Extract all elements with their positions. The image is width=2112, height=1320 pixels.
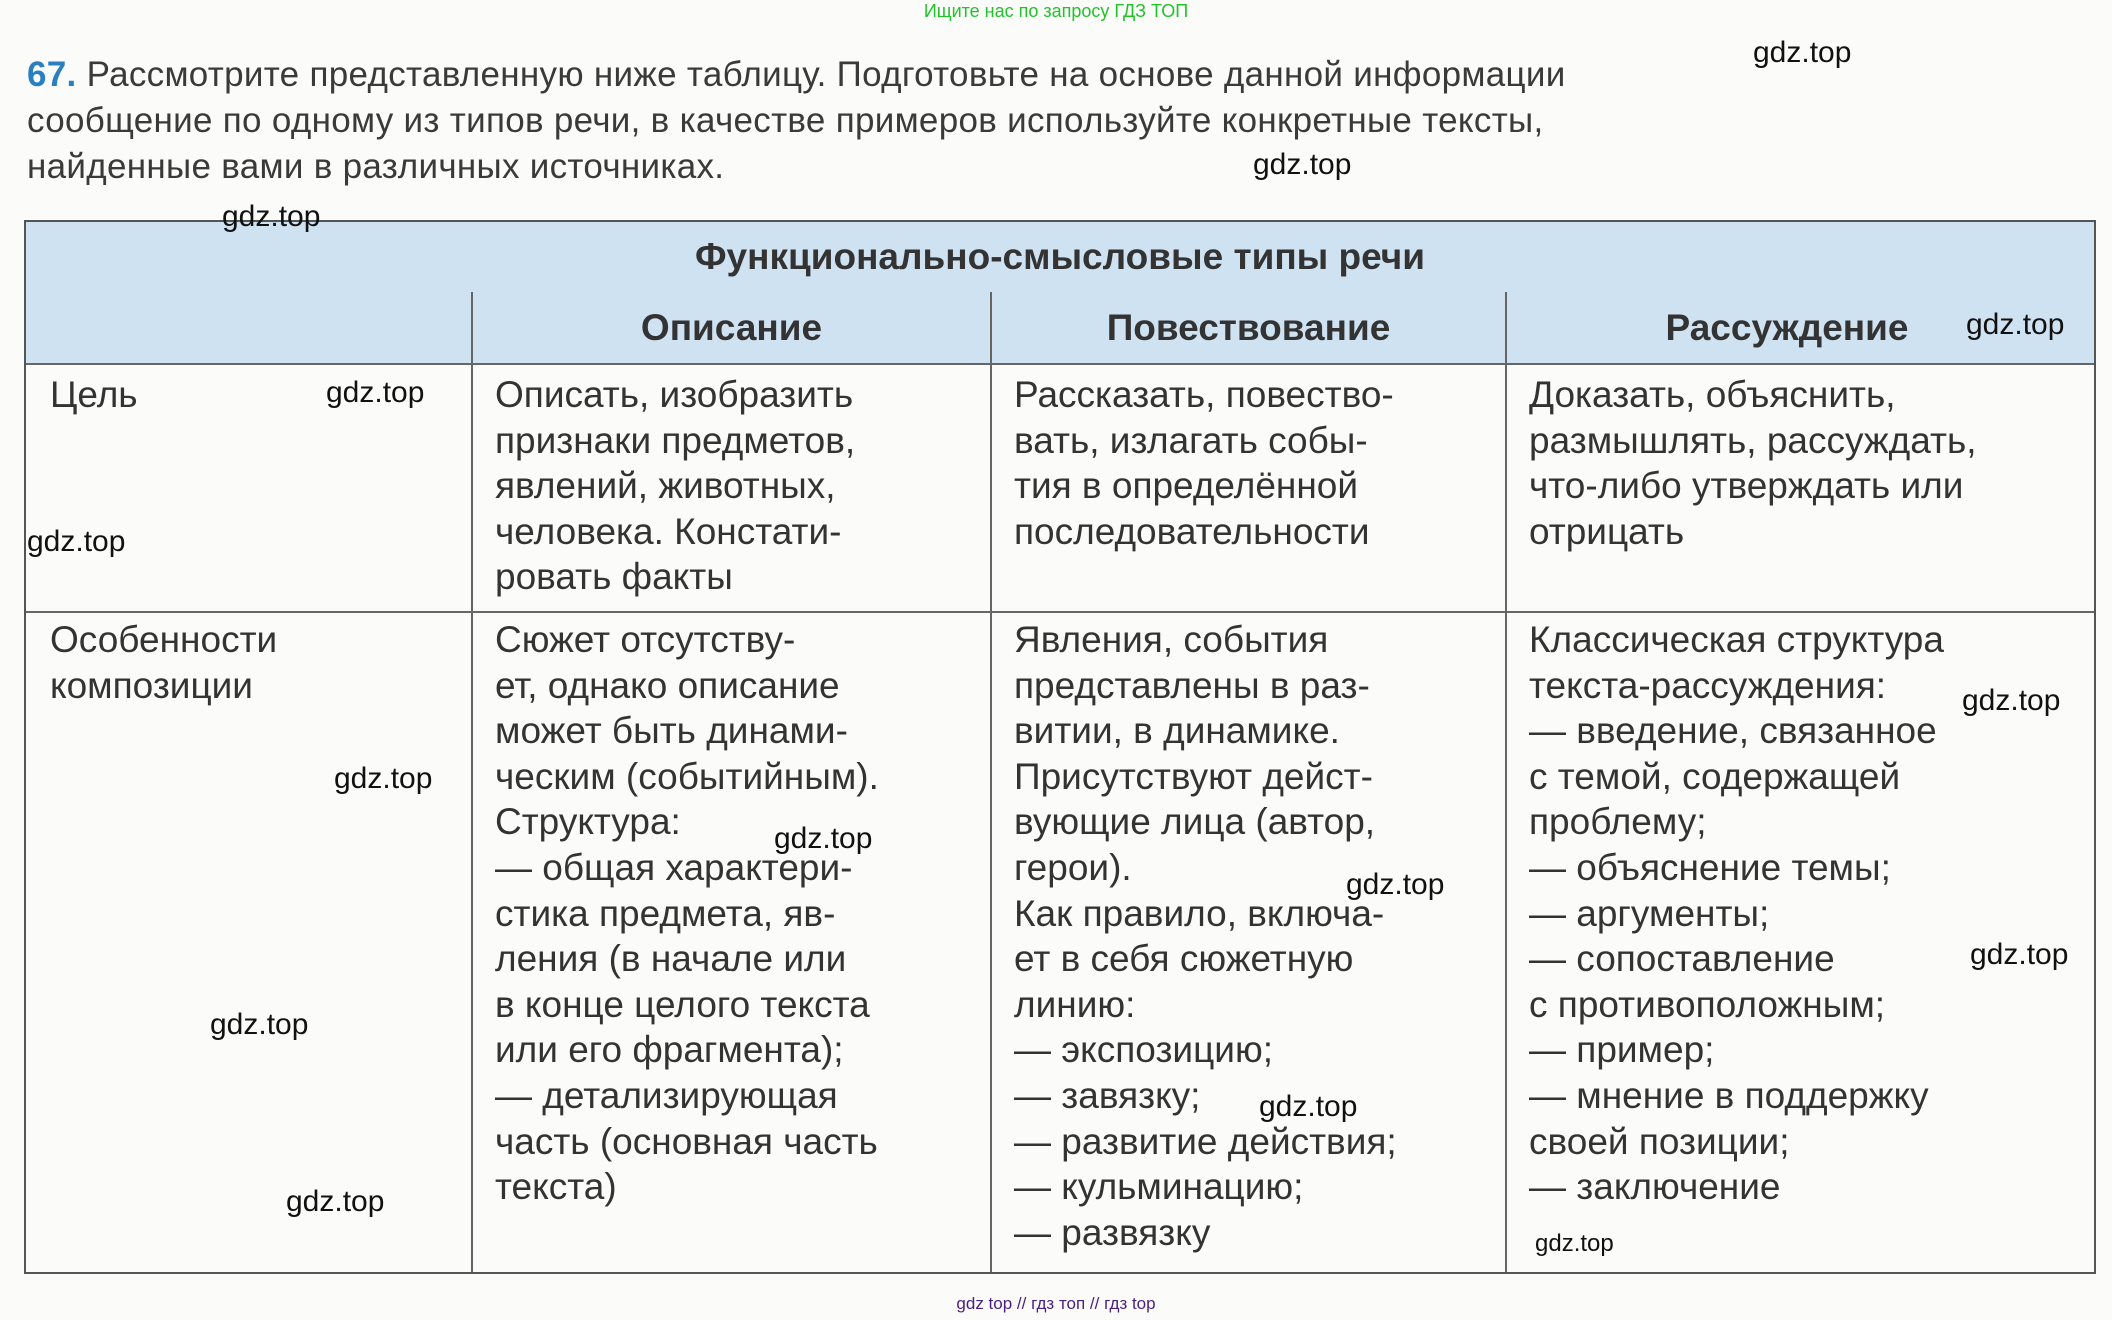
- table-title: Функционально-смысловые типы речи: [26, 222, 2094, 294]
- cell-line: — пример;: [1529, 1029, 1715, 1071]
- watermark: gdz.top: [334, 762, 433, 795]
- cell-line: Доказать, объяснить,: [1529, 374, 1896, 415]
- cell-line: признаки предметов,: [495, 419, 856, 461]
- cell-line: — заключение: [1529, 1166, 1781, 1208]
- watermark: gdz.top: [326, 376, 425, 409]
- cell-line: вать, излагать собы-: [1014, 419, 1368, 461]
- cell-line: размышлять, рассуждать,: [1529, 419, 1977, 461]
- cell-line: тия в определённой: [1014, 465, 1359, 507]
- header-reasoning: Рассуждение: [1665, 307, 1909, 348]
- table-cell: [1529, 372, 1977, 554]
- cell-line: Явления, события: [1014, 619, 1329, 660]
- cell-line: Классическая структура: [1529, 619, 1944, 660]
- cell-line: Цель: [50, 374, 138, 415]
- cell-line: Рассказать, повество-: [1014, 374, 1394, 415]
- cell-line: витии, в динамике.: [1014, 710, 1340, 752]
- cell-line: — экспозицию;: [1014, 1029, 1273, 1071]
- column-divider: [1505, 292, 1507, 1272]
- cell-line: явлений, животных,: [495, 465, 836, 507]
- column-divider: [990, 292, 992, 1272]
- cell-line: — сопоставление: [1529, 938, 1835, 980]
- watermark: gdz.top: [222, 200, 321, 233]
- cell-line: ет в себя сюжетную: [1014, 938, 1354, 980]
- cell-line: своей позиции;: [1529, 1120, 1790, 1162]
- cell-line: часть (основная часть: [495, 1120, 878, 1162]
- cell-line: Сюжет отсутству-: [495, 619, 796, 660]
- cell-line: — детализирующая: [495, 1074, 838, 1116]
- column-divider: [471, 292, 473, 1272]
- watermark: gdz.top: [1535, 1230, 1614, 1257]
- cell-line: композиции: [50, 664, 253, 706]
- watermark: gdz.top: [1253, 148, 1352, 181]
- table-cell: [1014, 617, 1397, 1255]
- table-cell: [495, 617, 879, 1210]
- cell-line: ет, однако описание: [495, 664, 840, 706]
- cell-line: — аргументы;: [1529, 892, 1770, 934]
- cell-line: Описать, изобразить: [495, 374, 854, 415]
- cell-line: может быть динами-: [495, 710, 848, 752]
- cell-line: стика предмета, яв-: [495, 892, 836, 934]
- cell-line: с темой, содержащей: [1529, 755, 1901, 797]
- cell-line: Особенности: [50, 619, 278, 660]
- task-text: [27, 52, 1647, 190]
- cell-line: что-либо утверждать или: [1529, 465, 1964, 507]
- cell-line: с противоположным;: [1529, 983, 1886, 1025]
- cell-line: — кульминацию;: [1014, 1166, 1304, 1208]
- cell-line: — мнение в поддержку: [1529, 1074, 1929, 1116]
- cell-line: герои).: [1014, 846, 1132, 888]
- cell-line: последовательности: [1014, 510, 1370, 552]
- cell-line: Присутствуют дейст-: [1014, 755, 1373, 797]
- cell-line: Как правило, включа-: [1014, 892, 1385, 934]
- cell-line: ческим (событийным).: [495, 755, 879, 797]
- watermark: gdz.top: [1966, 308, 2065, 341]
- cell-line: — завязку;: [1014, 1074, 1201, 1116]
- cell-line: текста-рассуждения:: [1529, 664, 1887, 706]
- cell-line: в конце целого текста: [495, 983, 870, 1025]
- cell-line: — введение, связанное: [1529, 710, 1937, 752]
- cell-line: линию:: [1014, 983, 1136, 1025]
- table-cell: [1529, 617, 1944, 1210]
- watermark: gdz.top: [1346, 868, 1445, 901]
- cell-line: вующие лица (автор,: [1014, 801, 1376, 843]
- header-narration: Повествование: [1106, 307, 1391, 348]
- watermark: gdz.top: [1259, 1090, 1358, 1123]
- cell-line: отрицать: [1529, 510, 1685, 552]
- watermark: gdz.top: [27, 525, 126, 558]
- cell-line: проблему;: [1529, 801, 1707, 843]
- row-label: [50, 372, 138, 418]
- footer-watermark: gdz top // гдз топ // гдз top: [956, 1294, 1156, 1313]
- task-number: 67.: [27, 55, 77, 94]
- cell-line: — объяснение темы;: [1529, 846, 1891, 888]
- task-body: Рассмотрите представленную ниже таблицу. Подготовьте на основе данной информации сообщение по одному из типов речи, в качестве примеров используйте конкретные тексты, найденные вами в различных источниках.: [27, 55, 1566, 186]
- cell-line: или его фрагмента);: [495, 1029, 844, 1071]
- cell-line: представлены в раз-: [1014, 664, 1370, 706]
- cell-line: — развитие действия;: [1014, 1120, 1397, 1162]
- watermark: gdz.top: [1970, 938, 2069, 971]
- cell-line: ровать факты: [495, 556, 733, 598]
- row-label: [50, 617, 277, 708]
- table-cell: [495, 372, 855, 600]
- row-divider: [26, 611, 2094, 613]
- cell-line: человека. Констати-: [495, 510, 842, 552]
- cell-line: Структура:: [495, 801, 681, 843]
- header-description: Описание: [640, 307, 823, 348]
- watermark: gdz.top: [774, 822, 873, 855]
- cell-line: — развязку: [1014, 1211, 1211, 1253]
- watermark: gdz.top: [210, 1008, 309, 1041]
- watermark: gdz.top: [1962, 684, 2061, 717]
- watermark: gdz.top: [1753, 36, 1852, 69]
- cell-line: ления (в начале или: [495, 938, 847, 980]
- cell-line: текста): [495, 1166, 617, 1208]
- search-hint-banner: Ищите нас по запросу ГДЗ ТОП: [923, 1, 1189, 21]
- table-cell: [1014, 372, 1394, 554]
- watermark: gdz.top: [286, 1185, 385, 1218]
- cell-line: — общая характери-: [495, 846, 853, 888]
